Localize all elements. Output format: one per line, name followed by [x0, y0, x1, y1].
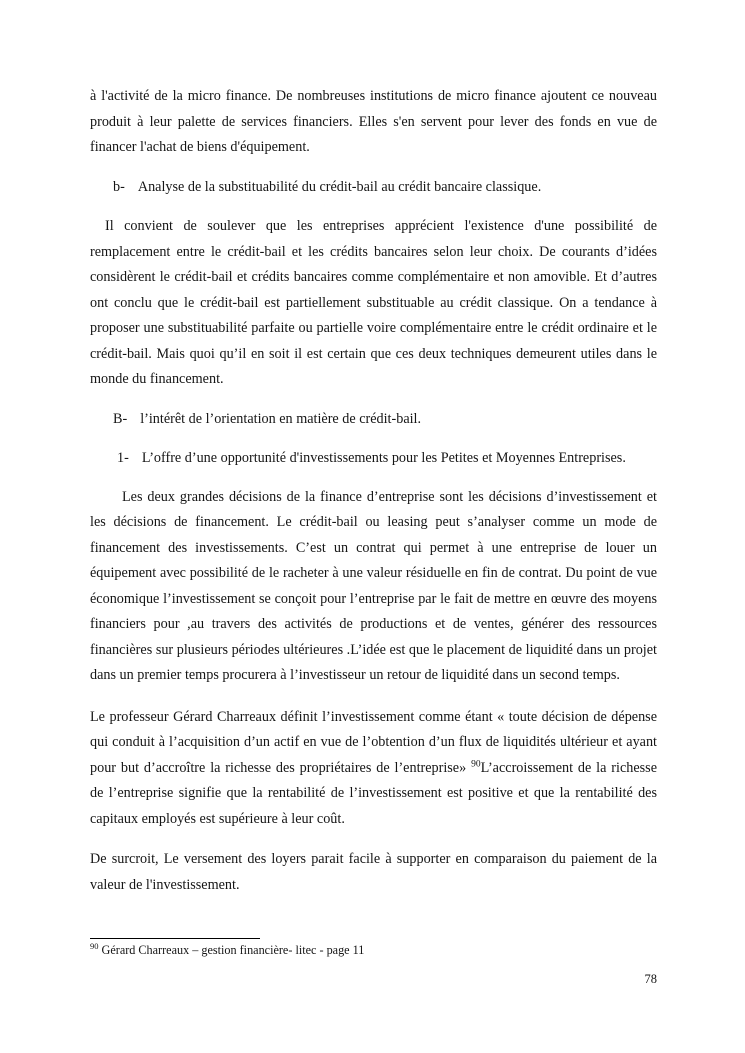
- paragraph-charreaux: [90, 705, 657, 833]
- paragraph-decisions: Les deux grandes décisions de la finance d’entreprise sont les décisions d’investissement et les décisions de financement. Le crédit-bail ou leasing peut s’analyser comme un mode de financement des investissements. C’est un contrat qui permet à une entreprise de louer un équipement avec possibilité de le racheter à une valeur résiduelle en fin de contrat. Du point de vue économique l’investissement se conçoit pour l’entreprise par le fait de mettre en œuvre des moyens financiers pour ,au travers des activités de productions et de ventes, générer des ressources financières sur plusieurs périodes ultérieures .L’idée est que le placement de liquidité dans un projet dans un premier temps procurera à l’investisseur un retour de liquidité dans un second temps.: [90, 488, 657, 683]
- heading-B-label: l’intérêt de l’orientation en matière de crédit-bail.: [140, 410, 422, 427]
- paragraph-substituabilite: Il convient de soulever que les entreprises apprécient l'existence d'une possibilité de remplacement entre le crédit-bail et les crédits bancaires selon leur choix. De courants d’idées considèrent le crédit-bail et crédits bancaires comme complémentaire et non amovible. Et d’autres ont conclu que le crédit-bail est partiellement substituable au crédit classique. On a tendance à proposer une substituabilité parfaite ou partielle voire complémentaire entre le crédit ordinaire et le crédit-bail. Mais quoi qu’il en soit il est certain que ces deux techniques demeurent utiles dans le monde du financement.: [90, 218, 657, 387]
- heading-1-label: L’offre d’une opportunité d'investissements pour les Petites et Moyennes Entreprises.: [141, 450, 626, 466]
- footnote-marker-90: 90: [90, 940, 99, 951]
- footnote-area: [90, 938, 657, 959]
- heading-b-marker: b-: [113, 178, 125, 195]
- text-block: [90, 84, 657, 912]
- footnote-text: [90, 942, 657, 959]
- paragraph-charreaux-before-ref: Le professeur Gérard Charreaux définit l’investissement comme étant « toute décision de dépense qui conduit à l’acquisition d’un actif en vue de l’obtention d’un flux de liquidités ultérieur et ayant pour but d’accroître la richesse des propriétaires de l’entreprise»: [90, 708, 657, 776]
- heading-B-marker: B-: [113, 410, 128, 427]
- heading-1: [90, 446, 657, 472]
- footnote-citation: Gérard Charreaux – gestion financière- litec - page 11: [101, 943, 365, 957]
- paragraph-surcroit: De surcroit, Le versement des loyers parait facile à supporter en comparaison du paiement de la valeur de l'investissement.: [90, 851, 657, 893]
- footnote-reference-90: 90: [471, 758, 481, 769]
- heading-b-label: Analyse de la substituabilité du crédit-bail au crédit bancaire classique.: [137, 178, 542, 195]
- heading-B: [90, 407, 657, 433]
- heading-1-marker: 1-: [117, 450, 129, 466]
- paragraph-charreaux-after-ref: L’accroissement de la richesse de l’entreprise signifie que la rentabilité de l’investissement est positive et que la rentabilité des capitaux employés est supérieure à leur coût.: [90, 759, 657, 827]
- paragraph-intro: à l'activité de la micro finance. De nombreuses institutions de micro finance ajoutent ce nouveau produit à leur palette de services financiers. Elles s'en servent pour lever des fonds en vue de financer l'achat de biens d'équipement.: [90, 88, 657, 155]
- heading-b: [90, 175, 657, 201]
- page-number: 78: [644, 972, 657, 986]
- footnote-separator-rule: [90, 938, 260, 939]
